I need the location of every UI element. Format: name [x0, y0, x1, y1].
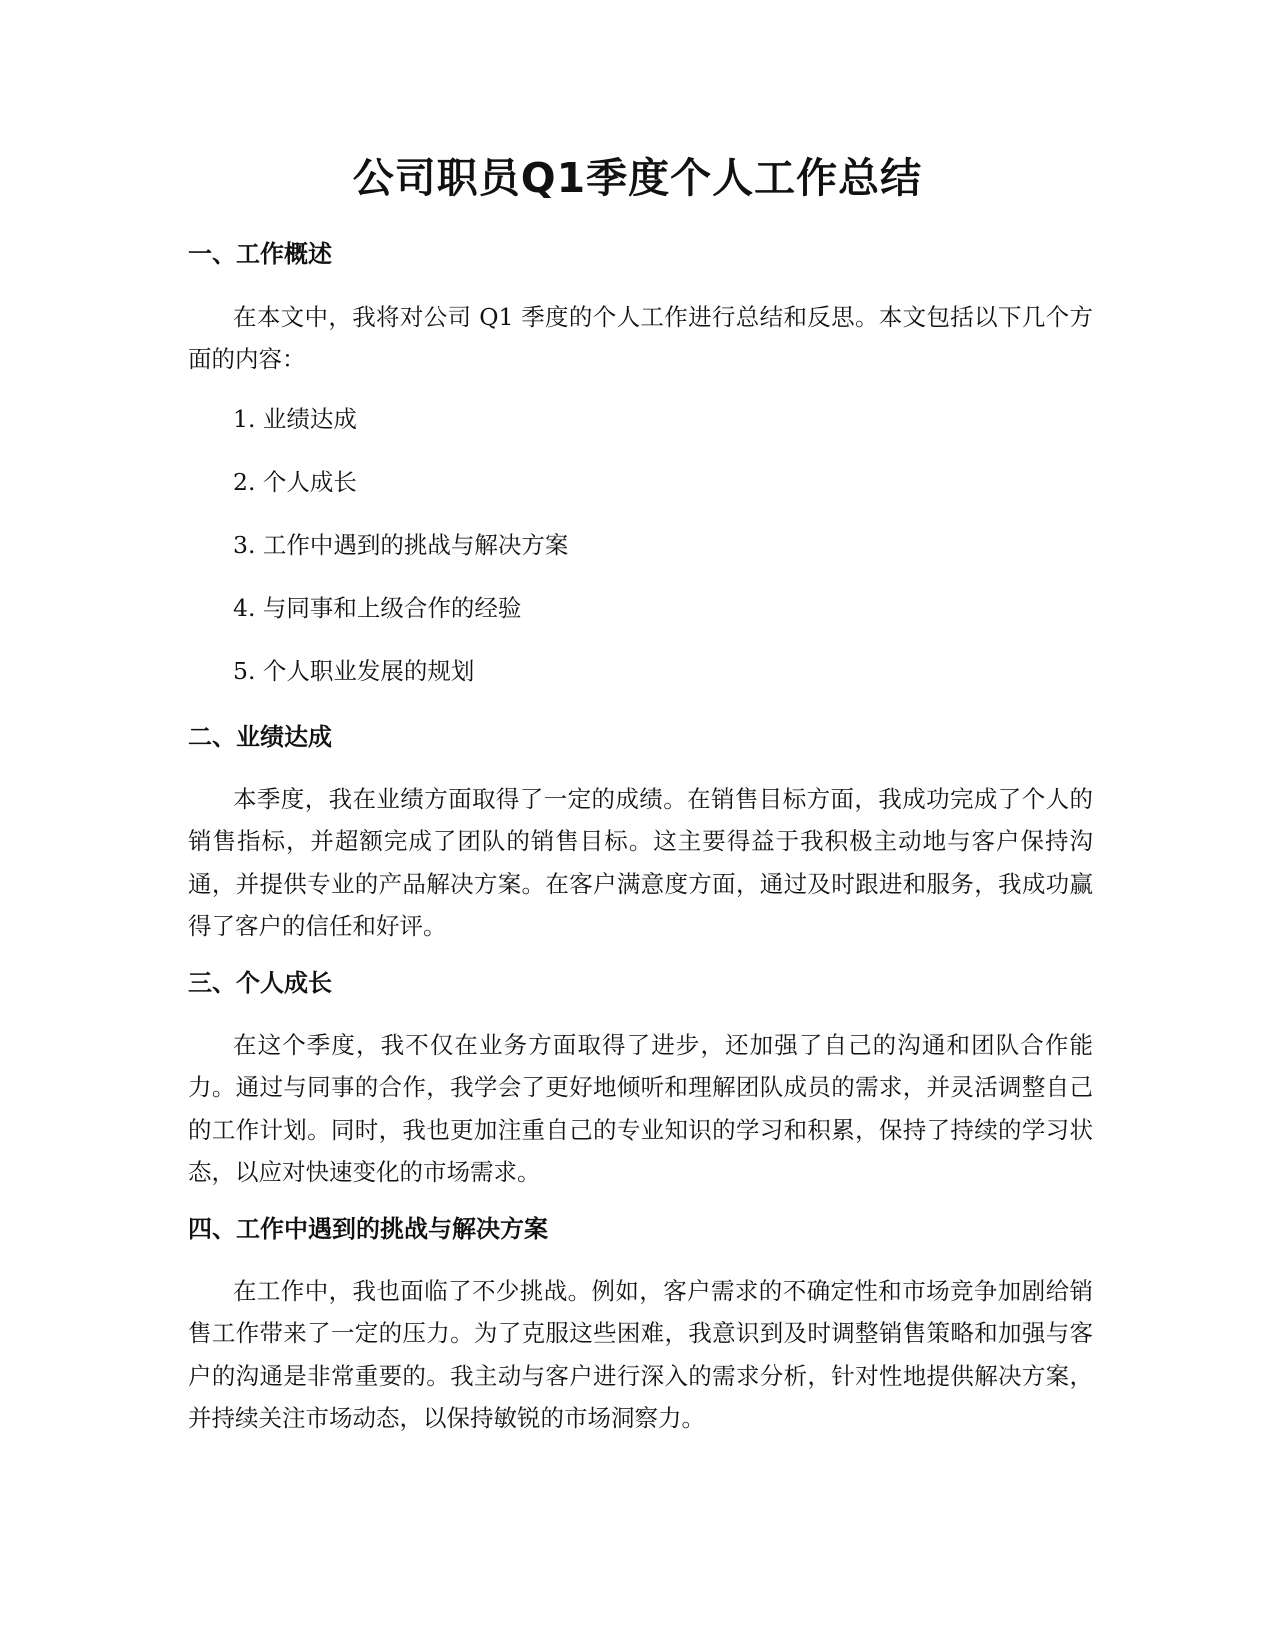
section-heading: 一、工作概述	[188, 240, 332, 268]
list-item: 2. 个人成长	[233, 468, 357, 496]
list-item: 5. 个人职业发展的规划	[233, 657, 475, 685]
list-item: 1. 业绩达成	[233, 405, 357, 433]
section-paragraph: 在这个季度，我不仅在业务方面取得了进步，还加强了自己的沟通和团队合作能力。通过与同事的合作，我学会了更好地倾听和理解团队成员的需求，并灵活调整自己的工作计划。同时，我也更加注重自己的专业知识的学习和积累，保持了持续的学习状态，以应对快速变化的市场需求。	[188, 1031, 1093, 1186]
document-title: 公司职员Q1季度个人工作总结	[352, 154, 923, 202]
list-item: 4. 与同事和上级合作的经验	[233, 594, 522, 622]
section-paragraph: 在本文中，我将对公司 Q1 季度的个人工作进行总结和反思。本文包括以下几个方面的内容：	[188, 303, 1093, 374]
section-paragraph: 在工作中，我也面临了不少挑战。例如，客户需求的不确定性和市场竞争加剧给销售工作带来了一定的压力。为了克服这些困难，我意识到及时调整销售策略和加强与客户的沟通是非常重要的。我主动与客户进行深入的需求分析，针对性地提供解决方案，并持续关注市场动态，以保持敏锐的市场洞察力。	[188, 1277, 1093, 1432]
section-heading: 四、工作中遇到的挑战与解决方案	[188, 1215, 548, 1243]
section-heading: 二、业绩达成	[188, 723, 332, 751]
list-item: 3. 工作中遇到的挑战与解决方案	[233, 531, 569, 559]
section-heading: 三、个人成长	[188, 969, 332, 997]
section-paragraph: 本季度，我在业绩方面取得了一定的成绩。在销售目标方面，我成功完成了个人的销售指标，并超额完成了团队的销售目标。这主要得益于我积极主动地与客户保持沟通，并提供专业的产品解决方案。在客户满意度方面，通过及时跟进和服务，我成功赢得了客户的信任和好评。	[188, 785, 1093, 940]
